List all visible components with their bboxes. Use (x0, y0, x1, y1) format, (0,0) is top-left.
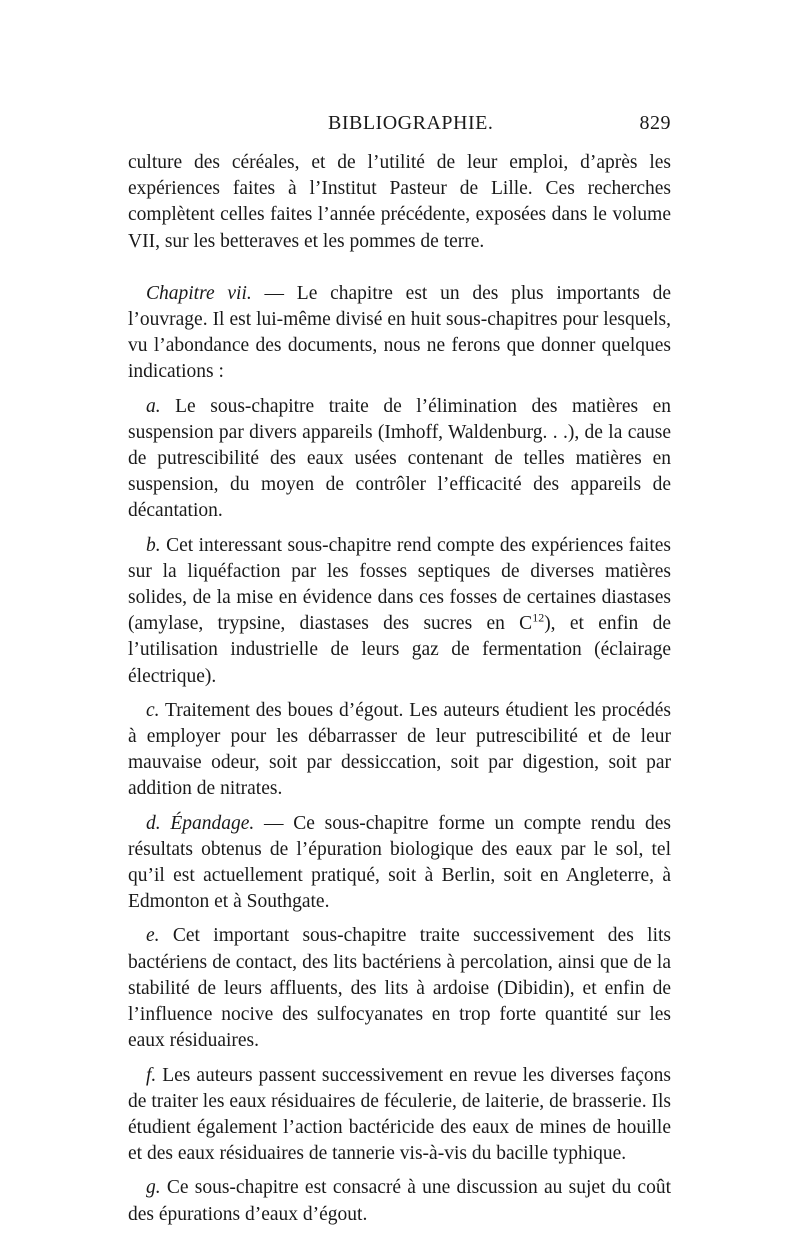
item-label: c. (146, 699, 160, 721)
paragraph-c (128, 698, 671, 803)
item-label: f. (146, 1064, 157, 1086)
paragraph-b (128, 533, 671, 690)
paragraph-text: culture des céréales, et de l’utilité de leur emploi, d’après les expériences faites à l’Institut Pasteur de Lille. Ces recherches complètent celles faites l’année précédente, exposées dans le volume VII, sur les betteraves et les pommes de terre. (128, 152, 671, 252)
item-label: b. (146, 534, 161, 556)
item-label: e. (146, 925, 160, 947)
running-title: BIBLIOGRAPHIE. (328, 112, 494, 134)
running-header (128, 112, 671, 142)
paragraph-text: Les auteurs passent successivement en revue les diverses façons de traiter les eaux résiduaires de féculerie, de laiterie, de brasserie. Ils étudient également l’action bactéricide des eaux de mines de houille et des eaux résiduaires de tannerie vis-à-vis du bacille typhique. (128, 1064, 671, 1165)
paragraph-d (128, 811, 671, 916)
item-label: a. (146, 395, 161, 417)
paragraph-text: Cet important sous-chapitre traite successivement des lits bactériens de contact, des lits bactériens à percolation, ainsi que de la stabilité de leurs affluents, des lits à ardoise (Dibidin), et enfin de l’influence nocive des sulfocyanates en trop forte quantité sur les eaux résiduaires. (128, 925, 671, 1052)
paragraph-text: Traitement des boues d’égout. Les auteurs étudient les procédés à employer pour les débarrasser de leur putrescibilité et de leur mauvaise odeur, soit par dessiccation, soit par digestion, soit par addition de nitrates. (128, 699, 671, 800)
paragraph-text: Ce sous-chapitre est consacré à une discussion au sujet du coût des épurations d’eaux d’égout. (128, 1177, 671, 1225)
paragraph-a (128, 394, 671, 525)
paragraph-g (128, 1175, 671, 1227)
body-text (128, 150, 671, 1228)
paragraph-continuation (128, 150, 671, 255)
item-label: d. Épandage. (146, 812, 255, 834)
item-label: g. (146, 1177, 161, 1199)
paragraph-text-end: ), et enfin de l’utilisation industrielle de leurs gaz de fermentation (éclairage électrique). (128, 613, 671, 687)
paragraph-text: — Le chapitre est un des plus importants de l’ouvrage. Il est lui-même divisé en huit sous-chapitres pour lesquels, vu l’abondance des documents, nous ne ferons que donner quelques indications : (128, 282, 671, 383)
paragraph-e (128, 923, 671, 1054)
paragraph-text: Cet interessant sous-chapitre rend compte des expériences faites sur la liquéfaction par les fosses septiques de diverses matières solides, de la mise en évidence dans ces fosses de certaines diastases (amylase, trypsine, diastases des sucres en C (128, 534, 671, 635)
chapter-label: Chapitre vii. (146, 282, 252, 304)
superscript: 12 (532, 610, 545, 625)
paragraph-text: Le sous-chapitre traite de l’élimination des matières en suspension par divers appareils (Imhoff, Waldenburg. . .), de la cause de putrescibilité des eaux usées contenant de telles matières en suspension, du moyen de contrôler l’efficacité des appareils de décantation. (128, 395, 671, 522)
paragraph-f (128, 1063, 671, 1168)
page-number: 829 (639, 112, 671, 134)
paragraph-text: — Ce sous-chapitre forme un compte rendu des résultats obtenus de l’épuration biologique des eaux par le sol, tel qu’il est actuellement pratiqué, soit à Berlin, soit en Angleterre, à Edmonton et à Southgate. (128, 812, 671, 913)
paragraph-chapter-vii (128, 281, 671, 386)
